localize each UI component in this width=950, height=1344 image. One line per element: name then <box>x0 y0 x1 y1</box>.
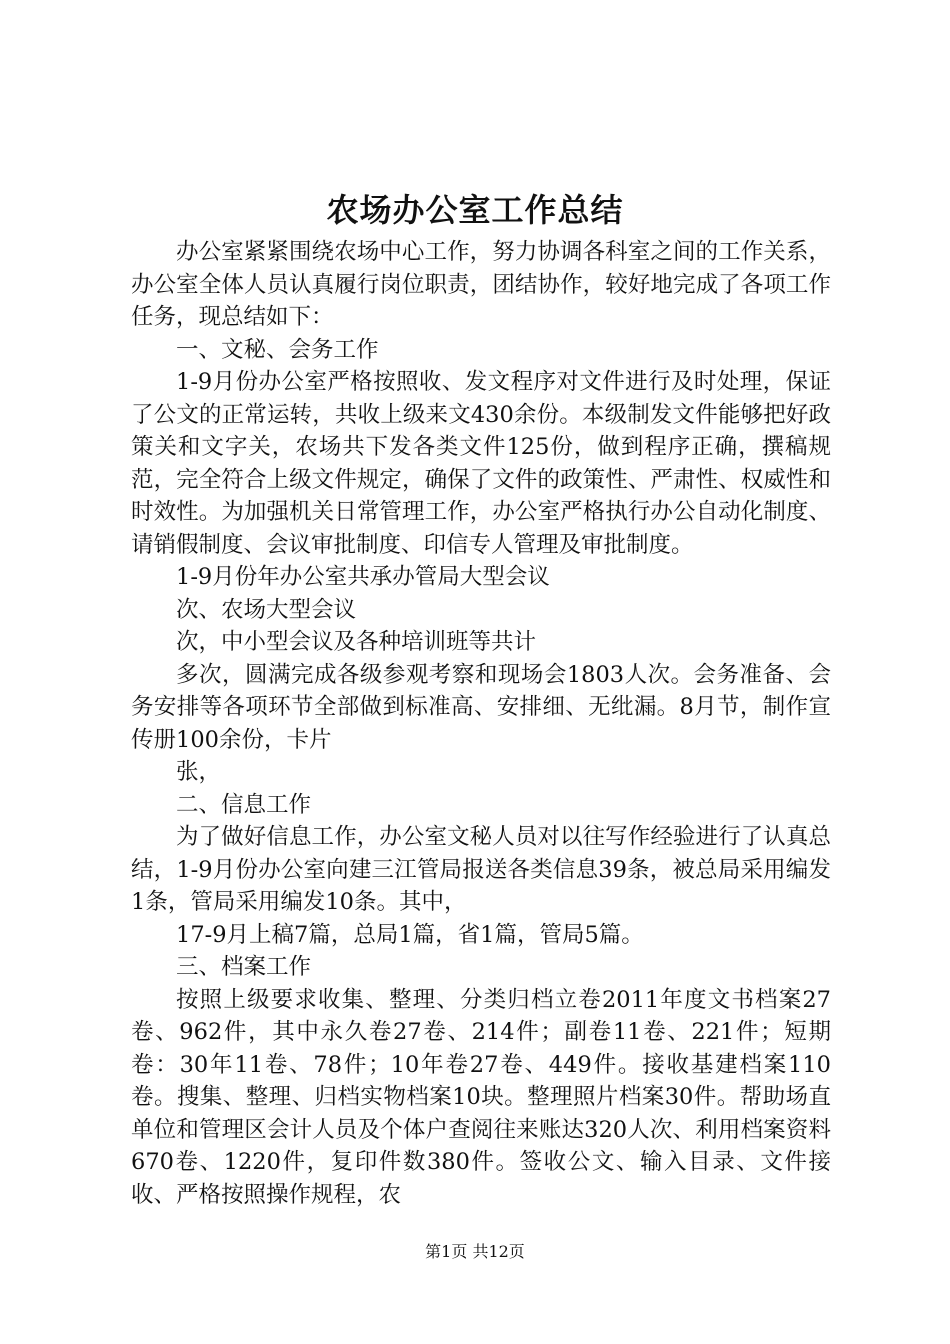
paragraph-meetings-line-4: 多次，圆满完成各级参观考察和现场会1803人次。会务准备、会务安排等各项环节全部做到标准高、安排细、无纰漏。8月节，制作宣传册100余份，卡片 <box>131 661 831 753</box>
paragraph-archives: 按照上级要求收集、整理、分类归档立卷2011年度文书档案27卷、962件，其中永久卷27卷、214件；副卷11卷、221件；短期卷：30年11卷、78件；10年卷27卷、449件。接收基建档案110卷。搜集、整理、归档实物档案10块。整理照片档案30件。帮助场直单位和管理区会计人员及个体户查阅往来账达320人次、利用档案资料670卷、1220件，复印件数380件。签收公文、输入目录、文件接收、严格按照操作规程，农 <box>131 986 831 1208</box>
paragraph-information-stats: 17-9月上稿7篇，总局1篇，省1篇，管局5篇。 <box>176 921 644 948</box>
paragraph-meetings-line-5: 张， <box>176 759 222 785</box>
paragraph-intro: 办公室紧紧围绕农场中心工作，努力协调各科室之间的工作关系，办公室全体人员认真履行岗位职责，团结协作，较好地完成了各项工作任务，现总结如下： <box>131 239 831 330</box>
paragraph-meetings-line-1: 1-9月份年办公室共承办管局大型会议 <box>176 564 550 590</box>
document-title: 农场办公室工作总结 <box>326 191 624 229</box>
section-heading-archives: 三、档案工作 <box>176 954 312 980</box>
paragraph-meetings-line-2: 次、农场大型会议 <box>176 596 357 623</box>
page-footer: 第1页 共12页 <box>425 1242 525 1261</box>
document-body <box>131 236 831 1211</box>
paragraph-information: 为了做好信息工作，办公室文秘人员对以往写作经验进行了认真总结，1-9月份办公室向建三江管局报送各类信息39条，被总局采用编发1条，管局采用编发10条。其中， <box>131 824 831 915</box>
section-heading-secretarial: 一、文秘、会务工作 <box>176 336 379 363</box>
paragraph-meetings-line-3: 次，中小型会议及各种培训班等共计 <box>176 629 537 655</box>
section-heading-information: 二、信息工作 <box>176 791 312 818</box>
paragraph-secretarial: 1-9月份办公室严格按照收、发文程序对文件进行及时处理，保证了公文的正常运转，共收上级来文430余份。本级制发文件能够把好政策关和文字关，农场共下发各类文件125份，做到程序正确，撰稿规范，完全符合上级文件规定，确保了文件的政策性、严肃性、权威性和时效性。为加强机关日常管理工作，办公室严格执行办公自动化制度、请销假制度、会议审批制度、印信专人管理及审批制度。 <box>131 369 831 558</box>
